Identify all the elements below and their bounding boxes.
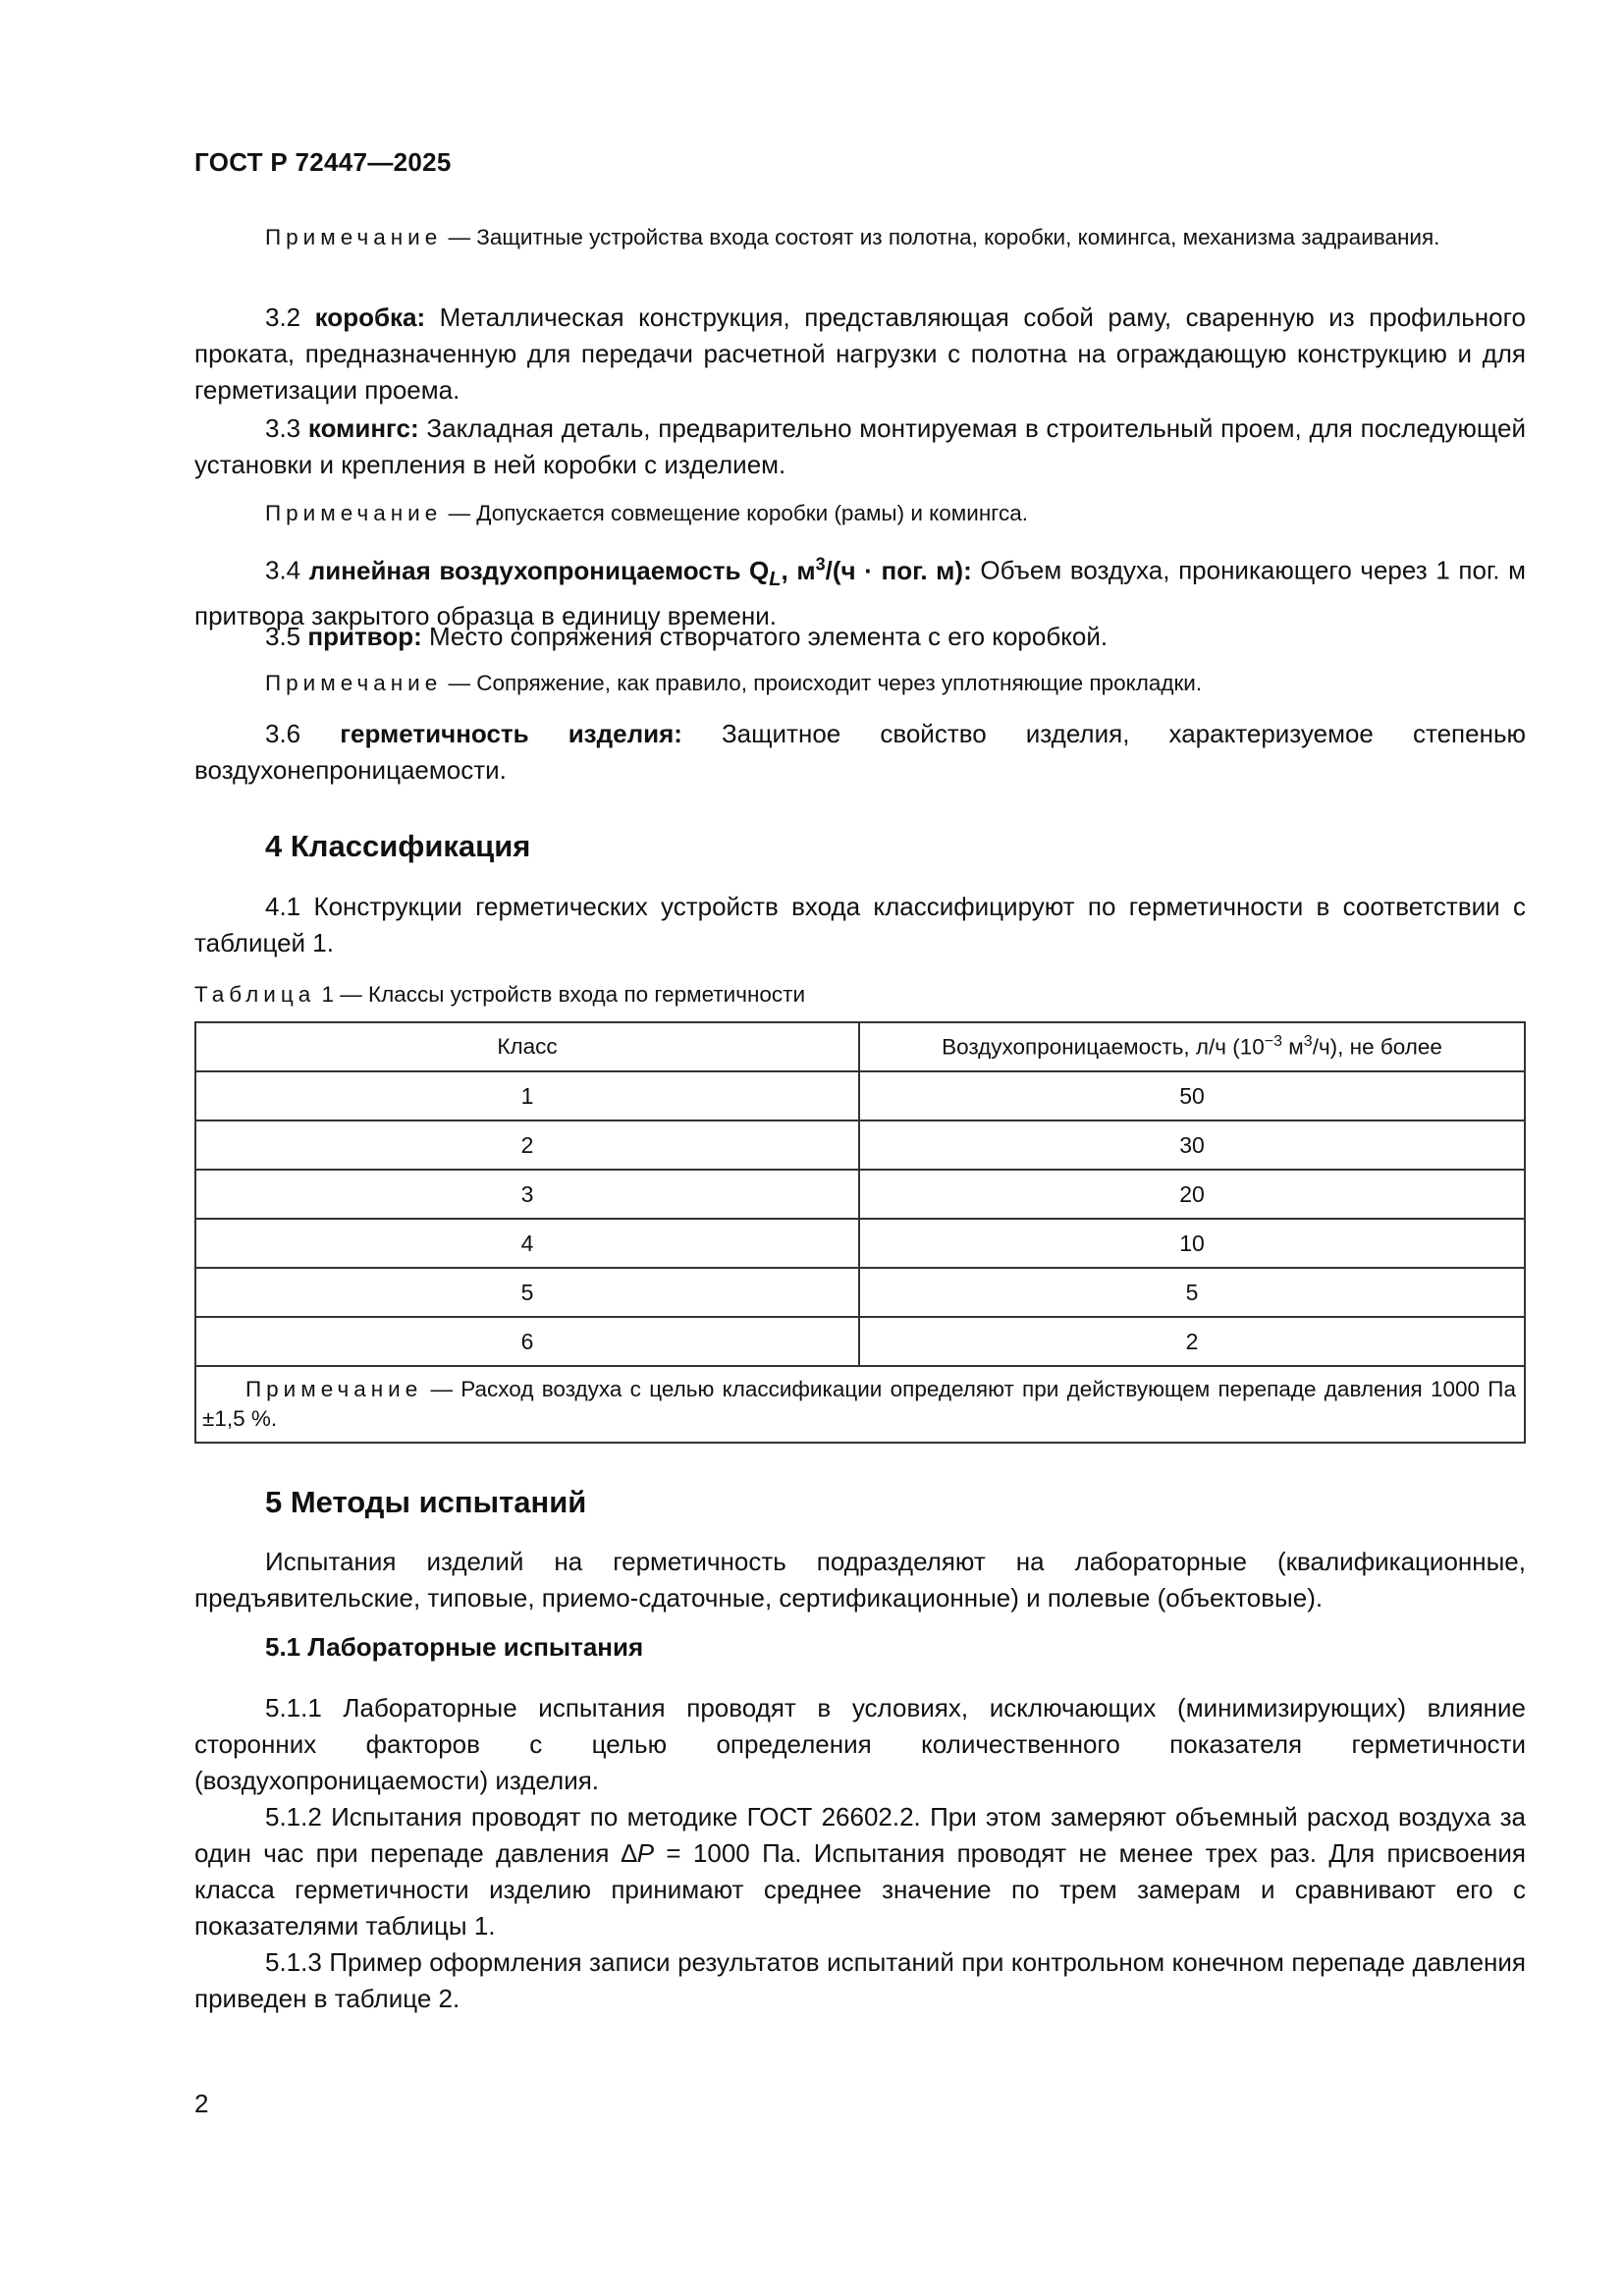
table-1 [194,1021,1526,1444]
term-3-4: 3.4 линейная воздухопроницаемость $Q_L$, $м^3/(ч$ · пог. м): Объем воздуха, проникающего через 1 пог. м притвора закрытого образца в единицу времени. [194,554,1526,630]
term-3-6: 3.6 герметичность изделия: Защитное свойство изделия, характеризуемое степенью воздухонепроницаемости. [194,719,1526,785]
note-protective-devices: Примечание — Защитные устройства входа состоят из полотна, коробки, комингса, механизма задраивания. [265,225,1440,249]
cell-class: 2 [195,1121,859,1170]
cell-value: 20 [859,1170,1525,1219]
table-1-caption: Таблица 1 — Классы устройств входа по герметичности [194,982,806,1007]
page-number: 2 [194,2089,209,2118]
column-header-permeability: Воздухопроницаемость, л/ч ($10^{-3}$ $м^3/ч$), не более [859,1022,1525,1071]
cell-class: 4 [195,1219,859,1268]
paragraph-4-1: 4.1 Конструкции герметических устройств входа классифицируют по герметичности в соответствии с таблицей 1. [194,892,1526,957]
paragraph-5-1-3: 5.1.3 Пример оформления записи результатов испытаний при контрольном конечном перепаде давления приведен в таблице 2. [194,1947,1526,2013]
table-row [195,1219,1525,1268]
paragraph-5-1-2: 5.1.2 Испытания проводят по методике ГОСТ 26602.2. При этом замеряют объемный расход воздуха за один час при перепаде давления ∆P = 1000 Па. Испытания проводят не менее трех раз. Для присвоения класса герметичности изделию принимают среднее значение по трем замерам и сравнивают его с показателями таблицы 1. [194,1802,1526,1941]
table-note-row [195,1366,1525,1443]
section-5-1-heading: 5.1 Лабораторные испытания [265,1632,644,1662]
term-3-2: 3.2 коробка: Металлическая конструкция, представляющая собой раму, сваренную из профильного проката, предназначенную для передачи расчетной нагрузки с полотна на ограждающую конструкцию и для герметизации проема. [194,302,1526,405]
cell-value: 5 [859,1268,1525,1317]
table-note: Примечание — Расход воздуха с целью классификации определяют при действующем перепаде давления 1000 Па ±1,5 %. [195,1366,1525,1443]
cell-value: 30 [859,1121,1525,1170]
table-row [195,1121,1525,1170]
table-row [195,1170,1525,1219]
note-box-coaming: Примечание — Допускается совмещение коробки (рамы) и комингса. [265,501,1028,525]
term-3-5: 3.5 притвор: Место сопряжения створчатого элемента с его коробкой. [265,622,1109,651]
cell-value: 2 [859,1317,1525,1366]
table-row [195,1071,1525,1121]
section-5-heading: 5 Методы испытаний [265,1485,587,1519]
document-header: ГОСТ Р 72447—2025 [194,147,452,177]
term-3-3: 3.3 комингс: Закладная деталь, предварительно монтируемая в строительный проем, для последующей установки и крепления в ней коробки с изделием. [194,413,1526,479]
section-4-heading: 4 Классификация [265,829,531,863]
column-header-class: Класс [195,1022,859,1071]
cell-class: 6 [195,1317,859,1366]
note-seal: Примечание — Сопряжение, как правило, происходит через уплотняющие прокладки. [265,671,1203,695]
cell-class: 5 [195,1268,859,1317]
table-header-row [195,1022,1525,1071]
cell-value: 10 [859,1219,1525,1268]
cell-class: 1 [195,1071,859,1121]
cell-class: 3 [195,1170,859,1219]
table-row [195,1317,1525,1366]
paragraph-5-1-1: 5.1.1 Лабораторные испытания проводят в условиях, исключающих (минимизирующих) влияние сторонних факторов с целью определения количественного показателя герметичности (воздухопроницаемости) изделия. [194,1693,1526,1795]
table-row [195,1268,1525,1317]
cell-value: 50 [859,1071,1525,1121]
paragraph-5: Испытания изделий на герметичность подразделяют на лабораторные (квалификационные, предъявительские, типовые, приемо-сдаточные, сертификационные) и полевые (объектовые). [194,1547,1526,1613]
